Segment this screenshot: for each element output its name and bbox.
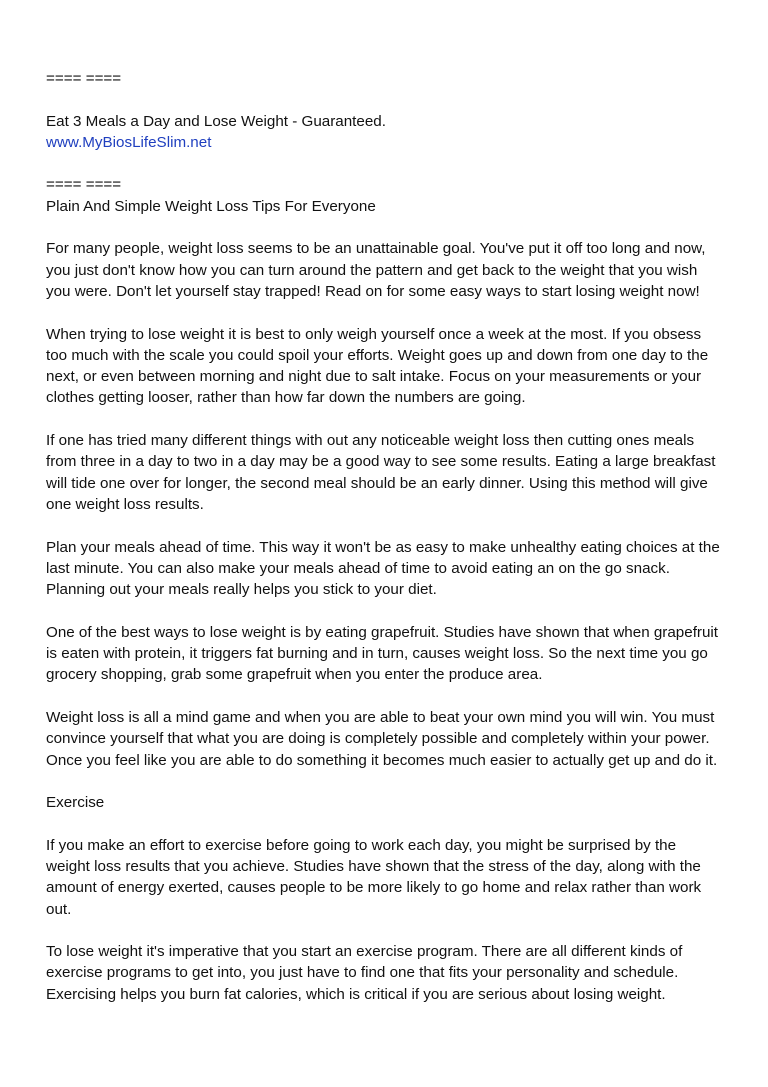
spacer <box>46 153 722 174</box>
separator-bottom: ==== ==== <box>46 176 122 194</box>
spacer <box>46 217 722 238</box>
paragraph: Weight loss is all a mind game and when you are able to beat your own mind you will win. You must convince yourself that what you are doing is completely possible and completely within your power. Once you feel like you are able to do something it becomes much easier to actually get up and do it. <box>46 708 718 769</box>
spacer <box>46 302 722 323</box>
paragraph: One of the best ways to lose weight is by eating grapefruit. Studies have shown that when grapefruit is eaten with protein, it triggers fat burning and in turn, causes weight loss. So the next time you go grocery shopping, grab some grapefruit when you enter the produce area. <box>46 623 719 684</box>
spacer <box>46 771 722 792</box>
paragraph: For many people, weight loss seems to be an unattainable goal. You've put it off too long and now, you just don't know how you can turn around the pattern and get back to the weight that you wish you were. Don't let yourself stay trapped! Read on for some easy ways to start losing weight now! <box>46 240 706 300</box>
paragraph: Plan your meals ahead of time. This way it won't be as easy to make unhealthy eating choices at the last minute. You can also make your meals ahead of time to avoid eating an on the go snack. Planning out your meals really helps you stick to your diet. <box>46 538 720 599</box>
spacer <box>46 515 722 536</box>
spacer <box>46 600 722 621</box>
section-heading-exercise: Exercise <box>46 794 105 812</box>
spacer <box>46 409 722 430</box>
paragraph: If you make an effort to exercise before going to work each day, you might be surprised by the weight loss results that you achieve. Studies have shown that the stress of the day, along with the amount of energy exerted, causes people to be more likely to go home and relax rather than work out. <box>46 836 702 918</box>
spacer <box>46 686 722 707</box>
paragraph: When trying to lose weight it is best to only weigh yourself once a week at the most. If you obsess too much with the scale you could spoil your efforts. Weight goes up and down from one day to the next, or even between morning and night due to salt intake. Focus on your measurements or your clothes getting looser, rather than how far down the numbers are going. <box>46 325 709 407</box>
separator-top: ==== ==== <box>46 70 122 87</box>
spacer <box>46 813 722 834</box>
paragraph: If one has tried many different things with out any noticeable weight loss then cutting ones meals from three in a day to two in a day may be a good way to see some results. Eating a large breakfast will tide one over for longer, the second meal should be an early dinner. Using this method will give one weight loss results. <box>46 432 716 513</box>
document-page <box>46 68 722 1005</box>
headline: Eat 3 Meals a Day and Lose Weight - Guaranteed. <box>46 112 386 130</box>
spacer <box>46 89 722 110</box>
paragraph: To lose weight it's imperative that you start an exercise program. There are all different kinds of exercise programs to get into, you just have to find one that fits your personality and schedule. Exercising helps you burn fat calories, which is critical if you are serious about losing weight. <box>46 943 683 1003</box>
article-title: Plain And Simple Weight Loss Tips For Everyone <box>46 197 376 215</box>
spacer <box>46 920 722 941</box>
website-link[interactable]: www.MyBiosLifeSlim.net <box>46 133 212 151</box>
